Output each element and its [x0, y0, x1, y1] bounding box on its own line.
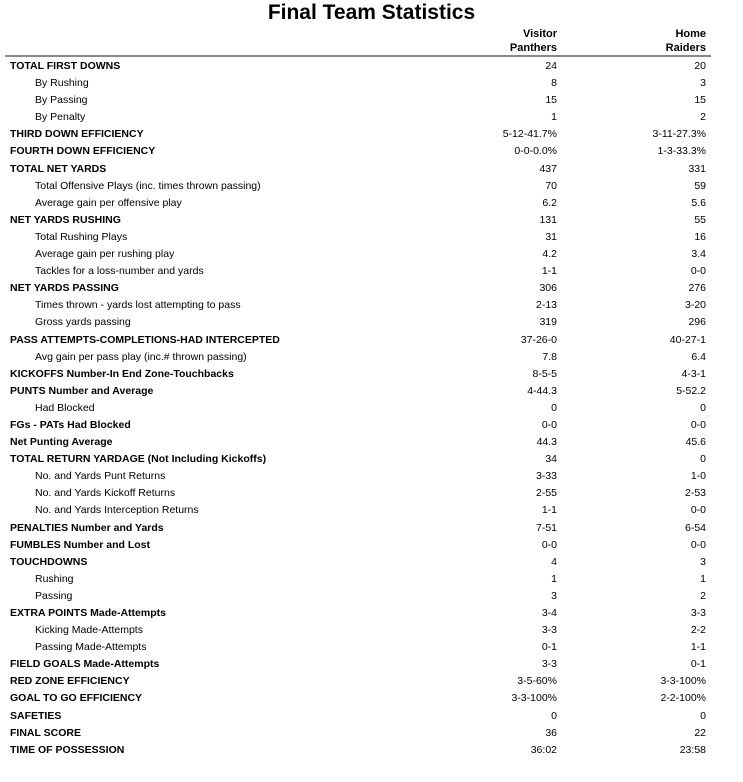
home-value: 3-3 [690, 607, 706, 619]
stat-label: FIELD GOALS Made-Attempts [10, 658, 160, 671]
stat-label: Average gain per offensive play [35, 196, 182, 209]
home-value: 3-11-27.3% [652, 128, 706, 141]
stat-label: NET YARDS PASSING [10, 282, 119, 295]
stat-row [0, 417, 743, 434]
home-value: 0-0 [690, 538, 706, 551]
stat-row [0, 725, 743, 742]
visitor-value: 319 [539, 316, 557, 329]
visitor-value: 36:02 [530, 743, 557, 756]
home-value: 1-0 [690, 470, 706, 483]
visitor-value: 4 [551, 555, 557, 568]
stat-subrow [0, 75, 743, 92]
home-value: 40-27-1 [669, 333, 706, 346]
stat-label: TOTAL NET YARDS [10, 162, 107, 175]
header-divider [5, 55, 711, 57]
stat-row [0, 554, 743, 571]
stat-row [0, 332, 743, 349]
stat-row [0, 690, 743, 707]
home-value: 16 [694, 230, 706, 243]
stat-row [0, 520, 743, 537]
home-value: 2-2 [690, 624, 706, 637]
home-value: 6.4 [691, 350, 706, 363]
visitor-value: 70 [545, 179, 557, 192]
home-value: 3-3-100% [660, 675, 706, 688]
stat-row [0, 451, 743, 468]
visitor-value: 37-26-0 [520, 333, 557, 346]
visitor-value: 1-1 [541, 504, 557, 517]
stat-label: Passing Made-Attempts [35, 641, 147, 654]
home-value: 23:58 [679, 743, 706, 756]
home-value: 1-1 [690, 641, 706, 654]
stat-label: No. and Yards Kickoff Returns [35, 487, 176, 500]
home-value: 0-0 [690, 418, 706, 431]
visitor-value: 0-0 [541, 538, 557, 551]
stat-row [0, 58, 743, 75]
stat-label: THIRD DOWN EFFICIENCY [10, 128, 144, 141]
stat-row [0, 537, 743, 554]
stat-label: Average gain per rushing play [35, 248, 175, 261]
visitor-value: 31 [545, 230, 557, 243]
visitor-value: 3-3 [541, 624, 557, 637]
stat-label: FGs - PATs Had Blocked [10, 418, 131, 431]
home-column-header [666, 27, 706, 55]
visitor-value: 437 [539, 162, 557, 175]
stat-label: PENALTIES Number and Yards [10, 521, 164, 534]
stat-row [0, 656, 743, 673]
stat-label: NET YARDS RUSHING [10, 213, 121, 226]
stat-row [0, 673, 743, 690]
home-value: 1-3-33.3% [657, 145, 706, 158]
stat-label: FUMBLES Number and Lost [10, 538, 151, 551]
stat-label: Tackles for a loss-number and yards [35, 265, 204, 278]
home-value: 276 [688, 282, 706, 295]
stat-label: Total Rushing Plays [35, 230, 128, 243]
page-title: Final Team Statistics [267, 1, 476, 24]
stat-label: GOAL TO GO EFFICIENCY [10, 692, 143, 705]
stat-label: PUNTS Number and Average [10, 384, 154, 397]
stat-subrow [0, 229, 743, 246]
visitor-value: 3-4 [541, 607, 557, 619]
home-value: 0 [700, 709, 706, 722]
visitor-value: 1 [551, 111, 557, 124]
stat-label: Had Blocked [35, 401, 95, 414]
stat-label: Times thrown - yards lost attempting to pass [35, 299, 241, 312]
visitor-team: Panthers [509, 42, 557, 54]
visitor-value: 1-1 [541, 265, 557, 278]
stat-subrow [0, 571, 743, 588]
visitor-value: 4-44.3 [527, 384, 557, 397]
home-value: 0 [700, 401, 706, 414]
home-value: 2-2-100% [660, 692, 706, 705]
stat-label: By Rushing [35, 77, 89, 90]
visitor-value: 44.3 [536, 436, 557, 449]
stat-label: KICKOFFS Number-In End Zone-Touchbacks [10, 367, 234, 380]
visitor-value: 0-0-0.0% [514, 145, 557, 158]
stat-label: No. and Yards Interception Returns [35, 504, 199, 517]
visitor-value: 6.2 [542, 196, 557, 209]
stat-label: Passing [35, 589, 73, 602]
stat-subrow [0, 263, 743, 280]
stat-subrow [0, 400, 743, 417]
stat-label: TOTAL FIRST DOWNS [10, 60, 121, 72]
stat-row [0, 366, 743, 383]
visitor-value: 131 [539, 213, 557, 226]
visitor-value: 1 [551, 572, 557, 585]
home-value: 0-1 [690, 658, 706, 671]
home-value: 59 [694, 179, 706, 192]
stat-row [0, 280, 743, 297]
stat-label: RED ZONE EFFICIENCY [10, 675, 130, 688]
stat-subrow [0, 178, 743, 195]
visitor-value: 15 [545, 94, 557, 107]
visitor-value: 306 [539, 282, 557, 295]
visitor-value: 2-55 [535, 487, 557, 500]
stat-subrow [0, 297, 743, 314]
home-value: 3.4 [691, 248, 706, 261]
stat-subrow [0, 314, 743, 331]
home-value: 15 [694, 94, 706, 107]
stat-subrow [0, 502, 743, 519]
home-value: 2 [700, 589, 706, 602]
visitor-value: 7.8 [542, 350, 557, 363]
stat-label: TIME OF POSSESSION [10, 743, 125, 756]
visitor-value: 0-0 [541, 418, 557, 431]
stat-row [0, 143, 743, 160]
visitor-value: 5-12-41.7% [502, 128, 557, 141]
stat-label: Total Offensive Plays (inc. times thrown passing) [35, 179, 261, 192]
home-role: Home [675, 28, 706, 40]
stat-label: No. and Yards Punt Returns [35, 470, 166, 483]
stat-row [0, 708, 743, 725]
stat-subrow [0, 622, 743, 639]
home-value: 45.6 [685, 436, 706, 449]
visitor-value: 2-13 [535, 299, 557, 312]
stat-label: TOUCHDOWNS [10, 555, 88, 568]
home-value: 1 [700, 572, 706, 585]
stat-label: Avg gain per pass play (inc.# thrown passing) [35, 350, 247, 363]
stat-label: Rushing [35, 572, 74, 585]
stat-subrow [0, 639, 743, 656]
stat-label: Gross yards passing [35, 316, 131, 329]
visitor-value: 3-3 [541, 658, 557, 671]
visitor-value: 3-33 [535, 470, 557, 483]
visitor-value: 0 [551, 709, 557, 722]
stat-subrow [0, 468, 743, 485]
visitor-value: 8-5-5 [532, 367, 557, 380]
stat-label: Net Punting Average [10, 436, 113, 449]
visitor-value: 8 [551, 77, 557, 90]
home-value: 331 [688, 162, 706, 175]
visitor-value: 3-3-100% [511, 692, 557, 705]
stat-label: By Passing [35, 94, 88, 107]
stat-label: Kicking Made-Attempts [35, 624, 143, 637]
stat-subrow [0, 195, 743, 212]
stat-subrow [0, 349, 743, 366]
home-value: 0 [700, 453, 706, 466]
stat-label: EXTRA POINTS Made-Attempts [10, 607, 166, 619]
stat-row [0, 742, 743, 759]
home-value: 5-52.2 [676, 384, 706, 397]
visitor-column-header [510, 27, 557, 55]
stat-subrow [0, 588, 743, 605]
stat-subrow [0, 92, 743, 109]
home-value: 3 [700, 555, 706, 568]
visitor-value: 3 [551, 589, 557, 602]
visitor-value: 24 [545, 60, 557, 72]
stats-table [0, 58, 743, 759]
stat-label: PASS ATTEMPTS-COMPLETIONS-HAD INTERCEPTED [10, 333, 280, 346]
home-value: 4-3-1 [681, 367, 706, 380]
visitor-value: 3-5-60% [517, 675, 557, 688]
stat-row [0, 605, 743, 622]
stat-label: FINAL SCORE [10, 726, 81, 739]
home-value: 3-20 [684, 299, 706, 312]
visitor-value: 36 [545, 726, 557, 739]
stat-row [0, 383, 743, 400]
stat-subrow [0, 485, 743, 502]
home-value: 5.6 [691, 196, 706, 209]
home-team: Raiders [665, 42, 706, 54]
stat-label: SAFETIES [10, 709, 62, 722]
stat-row [0, 434, 743, 451]
visitor-value: 0-1 [541, 641, 557, 654]
stat-row [0, 212, 743, 229]
visitor-value: 0 [551, 401, 557, 414]
stat-label: TOTAL RETURN YARDAGE (Not Including Kickoffs) [10, 453, 267, 466]
home-value: 296 [688, 316, 706, 329]
home-value: 2-53 [684, 487, 706, 500]
stat-label: FOURTH DOWN EFFICIENCY [10, 145, 156, 158]
stat-subrow [0, 109, 743, 126]
home-value: 6-54 [684, 521, 706, 534]
visitor-value: 34 [545, 453, 557, 466]
home-value: 0-0 [690, 265, 706, 278]
home-value: 22 [694, 726, 706, 739]
stat-subrow [0, 246, 743, 263]
stat-label: By Penalty [35, 111, 86, 124]
stat-row [0, 161, 743, 178]
visitor-value: 4.2 [542, 248, 557, 261]
visitor-role: Visitor [522, 28, 557, 40]
home-value: 2 [700, 111, 706, 124]
home-value: 55 [694, 213, 706, 226]
visitor-value: 7-51 [535, 521, 557, 534]
home-value: 3 [700, 77, 706, 90]
stat-row [0, 126, 743, 143]
home-value: 20 [694, 60, 706, 72]
home-value: 0-0 [690, 504, 706, 517]
